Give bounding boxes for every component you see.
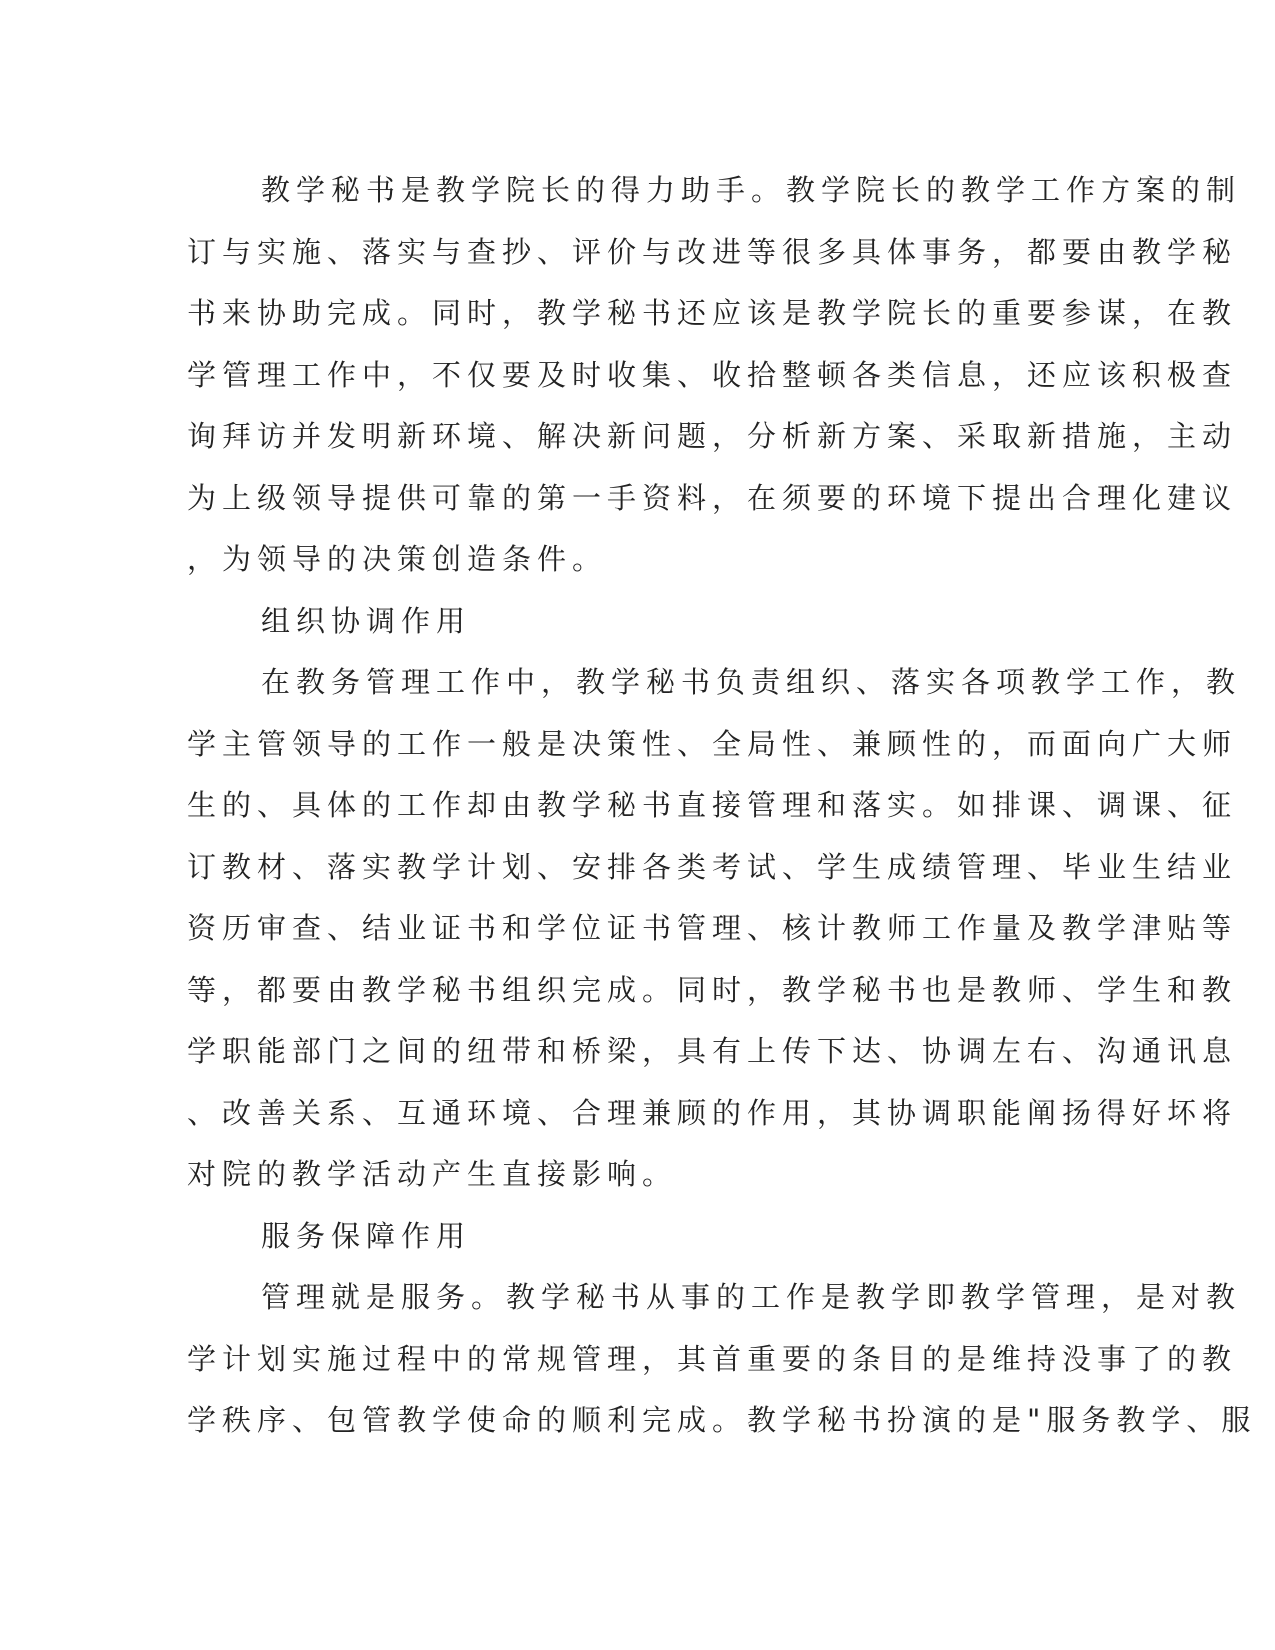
paragraph-line: 为上级领导提供可靠的第一手资料，在须要的环境下提出合理化建议 [187, 480, 1238, 515]
section-heading: 服务保障作用 [261, 1218, 472, 1253]
paragraph-line: 学管理工作中，不仅要及时收集、收拾整顿各类信息，还应该积极查 [187, 357, 1238, 392]
paragraph-line: 管理就是服务。教学秘书从事的工作是教学即教学管理，是对教 [261, 1280, 1242, 1314]
paragraph-line: ，为领导的决策创造条件。 [187, 542, 608, 576]
paragraph-line: 对院的教学活动产生直接影响。 [187, 1157, 678, 1191]
paragraph-line: 生的、具体的工作却由教学秘书直接管理和落实。如排课、调课、征 [187, 788, 1238, 822]
paragraph-line: 教学秘书是教学院长的得力助手。教学院长的教学工作方案的制 [261, 173, 1242, 207]
paragraph-line: 、改善关系、互通环境、合理兼顾的作用，其协调职能阐扬得好坏将 [187, 1095, 1238, 1130]
paragraph-line: 订教材、落实教学计划、安排各类考试、学生成绩管理、毕业生结业 [187, 849, 1238, 884]
paragraph-line: 资历审查、结业证书和学位证书管理、核计教师工作量及教学津贴等 [187, 911, 1238, 945]
paragraph-line: 学秩序、包管教学使命的顺利完成。教学秘书扮演的是"服务教学、服 [187, 1403, 1257, 1437]
document-body [187, 160, 1257, 1452]
paragraph-line: 订与实施、落实与查抄、评价与改进等很多具体事务，都要由教学秘 [187, 234, 1238, 269]
paragraph-line: 等，都要由教学秘书组织完成。同时，教学秘书也是教师、学生和教 [187, 972, 1238, 1007]
paragraph-line: 学计划实施过程中的常规管理，其首重要的条目的是维持没事了的教 [187, 1341, 1238, 1376]
paragraph-line: 学主管领导的工作一般是决策性、全局性、兼顾性的，而面向广大师 [187, 726, 1238, 761]
paragraph-line: 询拜访并发明新环境、解决新问题，分析新方案、采取新措施，主动 [187, 419, 1238, 453]
paragraph-line: 学职能部门之间的纽带和桥梁，具有上传下达、协调左右、沟通讯息 [187, 1034, 1238, 1068]
section-heading: 组织协调作用 [261, 603, 472, 638]
paragraph-line: 在教务管理工作中，教学秘书负责组织、落实各项教学工作，教 [261, 665, 1242, 699]
paragraph-line: 书来协助完成。同时，教学秘书还应该是教学院长的重要参谋，在教 [187, 296, 1238, 330]
